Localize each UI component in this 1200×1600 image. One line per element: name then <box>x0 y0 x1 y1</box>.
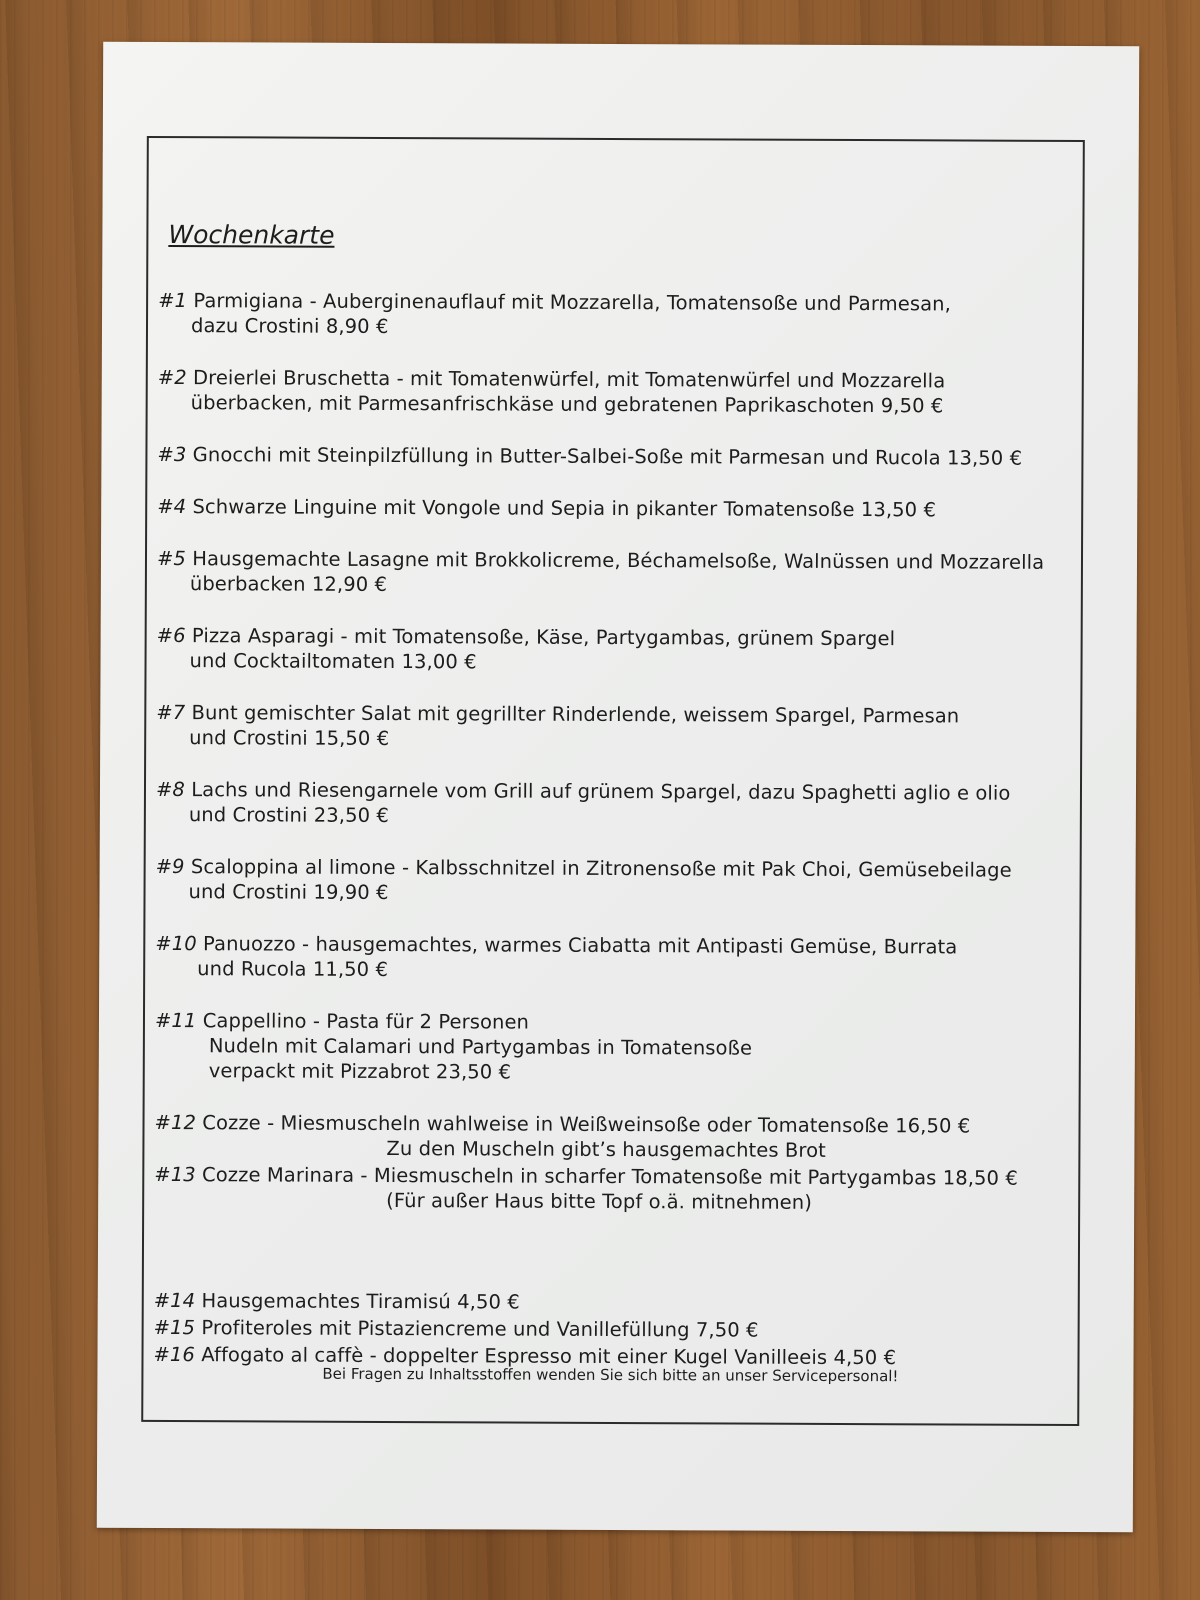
item-number: #5 <box>156 546 186 571</box>
item-text: Gnocchi mit Steinpilzfüllung in Butter-Salbei-Soße mit Parmesan und Rucola 13,50 € <box>192 443 1023 470</box>
item-continuation: überbacken, mit Parmesanfrischkäse und gebratenen Paprikaschoten 9,50 € <box>190 391 944 418</box>
item-text: Cozze - Miesmuscheln wahlweise in Weißweinsoße oder Tomatensoße 16,50 € <box>202 1111 971 1138</box>
item-continuation: dazu Crostini 8,90 € <box>190 314 389 338</box>
item-text: Parmigiana - Auberginenauflauf mit Mozzarella, Tomatensoße und Parmesan, <box>193 289 951 316</box>
menu-item-10 <box>155 931 1075 985</box>
item-text: Cappellino - Pasta für 2 Personen <box>202 1009 530 1034</box>
item-continuation: und Crostini 23,50 € <box>188 803 389 828</box>
item-number: #8 <box>155 777 185 802</box>
item-continuation: und Crostini 19,90 € <box>188 880 389 904</box>
item-continuation: Nudeln mit Calamari und Partygambas in Tomatensoße <box>208 1034 753 1060</box>
item-text: Cozze Marinara - Miesmuscheln in scharfer Tomatensoße mit Partygambas 18,50 € <box>202 1163 1018 1190</box>
menu-item-3 <box>157 442 1077 471</box>
item-continuation: und Crostini 15,50 € <box>189 726 390 751</box>
item-number: #7 <box>156 700 186 725</box>
item-number: #10 <box>155 931 197 956</box>
item-number: #12 <box>154 1110 197 1135</box>
menu-item-2 <box>158 365 1078 419</box>
item-continuation: und Rucola 11,50 € <box>197 957 389 981</box>
item-text: Affogato al caffè - doppelter Espresso mit einer Kugel Vanilleeis 4,50 € <box>201 1343 897 1370</box>
allergen-footer-note: Bei Fragen zu Inhaltsstoffen wenden Sie sich bitte an unser Servicepersonal! <box>322 1364 899 1386</box>
item-number: #16 <box>153 1342 196 1367</box>
item-continuation: überbacken 12,90 € <box>189 572 388 596</box>
menu-item-7 <box>156 700 1076 754</box>
item-text: Bunt gemischter Salat mit gegrillter Rinderlende, weissem Spargel, Parmesan <box>191 701 960 728</box>
item-text: Hausgemachte Lasagne mit Brokkolicreme, Béchamelsoße, Walnüssen und Mozzarella <box>192 547 1045 574</box>
item-number: #3 <box>157 442 187 467</box>
item-number: #6 <box>156 623 186 648</box>
item-note: Zu den Muscheln gibt’s hausgemachtes Brot <box>386 1136 826 1162</box>
menu-item-1 <box>158 288 1078 342</box>
menu-frame <box>141 136 1085 1426</box>
menu-items <box>153 288 1078 1372</box>
item-continuation: und Cocktailtomaten 13,00 € <box>189 649 477 674</box>
item-number: #1 <box>158 288 188 313</box>
item-number: #9 <box>155 854 185 879</box>
item-text: Scaloppina al limone - Kalbsschnitzel in Zitronensoße mit Pak Choi, Gemüsebeilage <box>190 855 1012 882</box>
menu-item-4 <box>157 494 1077 523</box>
menu-item-12 <box>154 1110 1074 1164</box>
item-text: Panuozzo - hausgemachtes, warmes Ciabatta mit Antipasti Gemüse, Burrata <box>203 932 958 959</box>
menu-title: Wochenkarte <box>168 220 335 250</box>
item-text: Profiteroles mit Pistaziencreme und Vanillefüllung 7,50 € <box>201 1316 759 1342</box>
item-continuation: verpackt mit Pizzabrot 23,50 € <box>208 1059 512 1084</box>
menu-item-8 <box>156 777 1076 831</box>
item-text: Dreierlei Bruschetta - mit Tomatenwürfel, mit Tomatenwürfel und Mozzarella <box>192 366 946 393</box>
item-number: #2 <box>157 365 187 390</box>
dessert-item-15 <box>154 1314 1074 1345</box>
item-number: #15 <box>153 1315 196 1340</box>
menu-item-11 <box>155 1008 1075 1087</box>
dessert-item-14 <box>154 1287 1074 1318</box>
item-text: Hausgemachtes Tiramisú 4,50 € <box>201 1289 520 1314</box>
item-number: #11 <box>154 1008 197 1033</box>
item-text: Pizza Asparagi - mit Tomatensoße, Käse, Partygambas, grünem Spargel <box>191 624 896 651</box>
menu-paper <box>97 42 1139 1533</box>
item-text: Lachs und Riesengarnele vom Grill auf grünem Spargel, dazu Spaghetti aglio e olio <box>191 778 1011 805</box>
item-number: #14 <box>153 1288 196 1313</box>
menu-item-6 <box>156 623 1076 677</box>
item-text: Schwarze Linguine mit Vongole und Sepia in pikanter Tomatensoße 13,50 € <box>192 495 937 522</box>
menu-item-13 <box>154 1162 1074 1216</box>
item-number: #13 <box>154 1162 196 1187</box>
menu-item-9 <box>155 854 1075 908</box>
section-spacer <box>154 1239 1074 1291</box>
item-note: (Für außer Haus bitte Topf o.ä. mitnehmen) <box>386 1188 813 1214</box>
item-number: #4 <box>157 494 187 519</box>
menu-item-5 <box>157 546 1077 600</box>
